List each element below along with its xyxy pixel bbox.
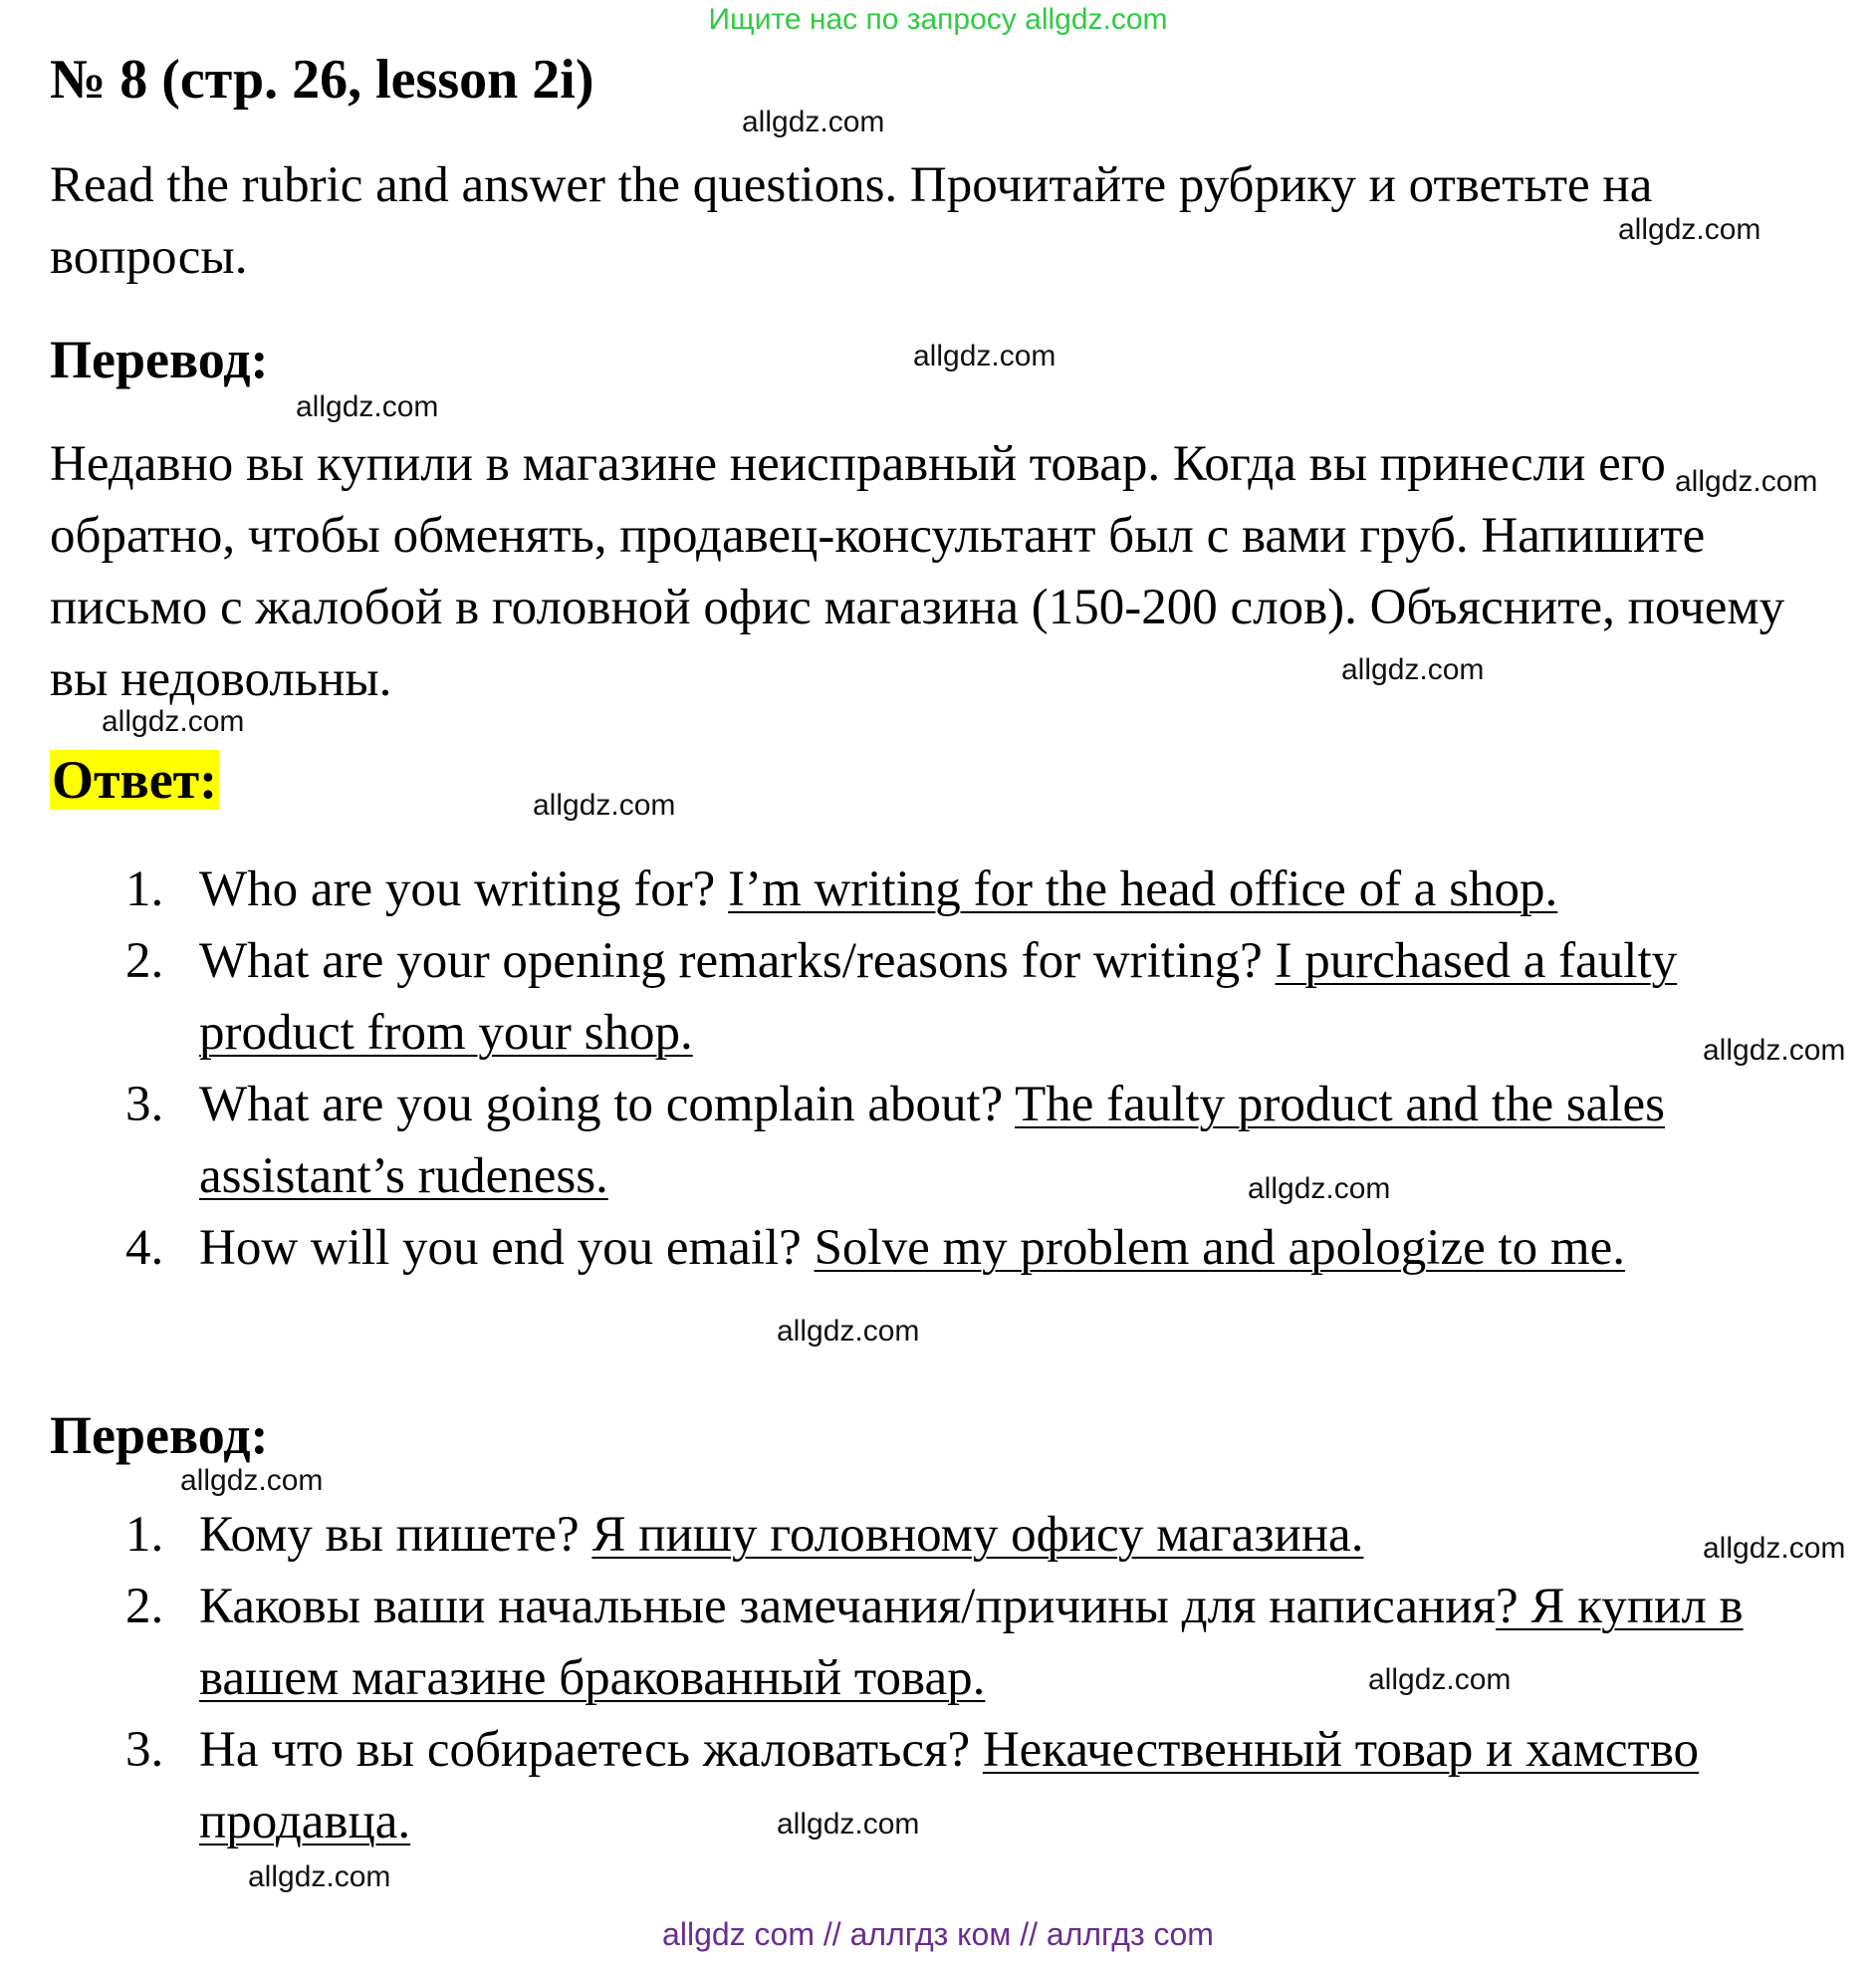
answer-text: I purchased a faulty product from your shop. [199,933,1678,1061]
list-item [0,1499,1792,1571]
question-text: How will you end you email? [199,1220,802,1276]
watermark: allgdz.com [533,789,676,822]
watermark: allgdz.com [913,340,1056,372]
list-item [0,1212,1792,1284]
task-instruction: Read the rubric and answer the questions. Прочитайте рубрику и ответьте на вопросы. [50,157,1653,285]
answers-list [0,854,1876,1284]
answer-text: The faulty product and the sales assistant’s rudeness. [199,1077,1665,1204]
watermark: allgdz.com [1618,213,1761,246]
watermark: allgdz.com [1703,1034,1846,1067]
question-text: What are your opening remarks/reasons for writing? [199,933,1263,989]
list-item [0,854,1792,925]
watermark: allgdz.com [1675,465,1818,498]
answer-heading-label: Ответ: [52,750,218,810]
answer-text: Solve my problem and apologize to me. [814,1220,1625,1276]
question-text: Каковы ваши начальные замечания/причины для написания [199,1579,1497,1634]
question-text: Who are you writing for? [199,861,716,917]
item-number: 2. [125,933,164,989]
watermark: allgdz.com [1341,653,1485,686]
watermark: allgdz.com [777,1315,920,1348]
item-number: 1. [125,861,164,917]
watermark: allgdz.com [742,106,885,138]
question-text: What are you going to complain about? [199,1077,1004,1132]
list-item [0,925,1792,1069]
list-item [0,1069,1792,1212]
footer-watermark: allgdz com // аллгдз ком // аллгдз com [662,1916,1214,1952]
watermark: allgdz.com [296,390,439,423]
watermark: allgdz.com [1248,1172,1391,1205]
question-text: Кому вы пишете? [199,1507,580,1563]
page-title: № 8 (стр. 26, lesson 2i) [50,49,594,111]
translation-heading: Перевод: [50,330,269,389]
watermark: allgdz.com [248,1860,391,1893]
list-item [0,1571,1792,1714]
answer-text: I’m writing for the head office of a shop. [728,861,1558,917]
question-text: На что вы собираетесь жаловаться? [199,1722,971,1778]
watermark: allgdz.com [102,705,245,738]
item-number: 4. [125,1220,164,1276]
answer-text: Я пишу головному офису магазина. [591,1507,1364,1563]
answer-text: Некачественный товар и хамство продавца. [199,1722,1700,1849]
translation-heading-2: Перевод: [50,1405,269,1465]
answers-ru-list [0,1499,1876,1857]
answer-heading [50,749,219,811]
watermark: allgdz.com [180,1464,324,1497]
watermark: allgdz.com [777,1808,920,1841]
item-number: 3. [125,1722,164,1778]
answer-text: ? Я купил в вашем магазине бракованный товар. [199,1579,1744,1706]
item-number: 3. [125,1077,164,1132]
translation-text: Недавно вы купили в магазине неисправный товар. Когда вы принесли его обратно, чтобы обменять, продавец-консультант был с вами груб. Напишите письмо с жалобой в головной офис магазина (150-200 слов). Объясните, почему вы недовольны. [50,436,1785,707]
watermark: allgdz.com [1368,1663,1512,1696]
item-number: 1. [125,1507,164,1563]
watermark: allgdz.com [1703,1532,1846,1565]
item-number: 2. [125,1579,164,1634]
top-banner: Ищите нас по запросу allgdz.com [708,3,1168,36]
